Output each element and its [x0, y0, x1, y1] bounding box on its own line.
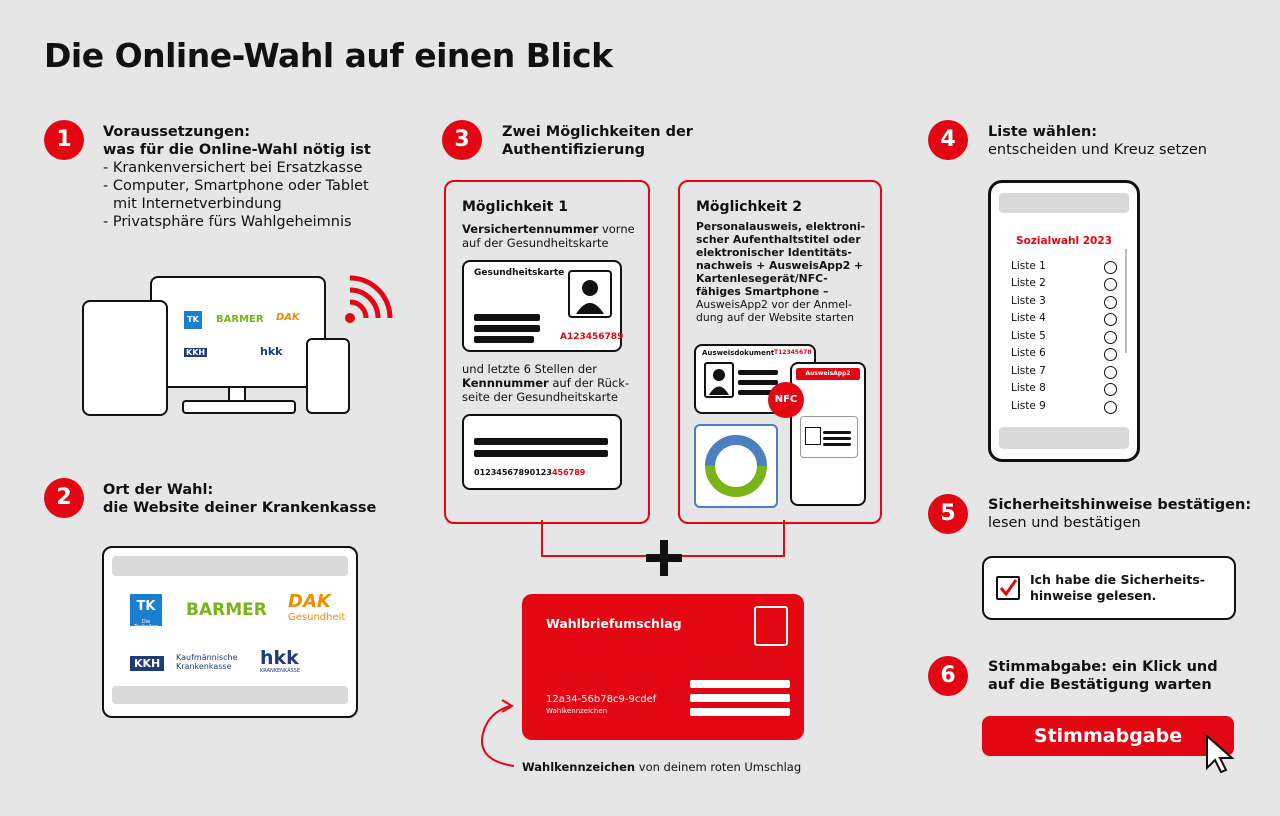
card-reader-icon — [694, 424, 778, 508]
step-1-item: - Privatsphäre fürs Wahlgeheimnis — [103, 214, 352, 230]
vote-button[interactable]: Stimmabgabe — [982, 716, 1234, 756]
ballot-row[interactable] — [1011, 330, 1117, 342]
envelope-caption — [522, 760, 801, 774]
card-back-number — [474, 468, 585, 477]
step-6-text — [988, 658, 1218, 694]
phone-top-bar — [999, 193, 1129, 213]
card-line — [823, 437, 851, 440]
card-line — [823, 431, 851, 434]
ballot-radio[interactable] — [1104, 296, 1117, 309]
barmer-logo-small: BARMER — [216, 314, 264, 325]
step-3-heading-2: Authentifizierung — [502, 142, 646, 158]
step-1-item: mit Internetverbindung — [113, 196, 282, 212]
cursor-icon — [1204, 734, 1238, 774]
card-line — [738, 370, 778, 375]
option-2-line: elektronischer Identitäts- — [696, 246, 852, 259]
tk-logo-text: TK — [136, 599, 156, 614]
ballot-row[interactable] — [1011, 260, 1117, 272]
kkh-sub-line: Kaufmännische — [176, 653, 238, 662]
envelope-code-label: Wahlkennzeichen — [546, 707, 608, 715]
health-card-back — [462, 414, 622, 490]
card-line — [474, 336, 534, 343]
dak-logo-sub: Gesundheit — [288, 612, 346, 623]
page-title: Die Online-Wahl auf einen Blick — [44, 36, 613, 75]
ballot-row-label: Liste 4 — [1011, 312, 1046, 324]
ballot-row[interactable] — [1011, 312, 1117, 324]
ballot-radio[interactable] — [1104, 331, 1117, 344]
insurance-number: A123456789 — [560, 332, 624, 342]
barmer-logo: BARMER — [186, 600, 267, 620]
step-3-heading: Zwei Möglichkeiten der — [502, 124, 693, 140]
tk-logo-small: TK — [184, 311, 202, 329]
ballot-phone — [988, 180, 1140, 462]
kkh-logo: KKH — [130, 656, 164, 671]
step-3-number: 3 — [442, 120, 482, 160]
ballot-row-label: Liste 9 — [1011, 400, 1046, 412]
option-1-text2-line3: seite der Gesundheitskarte — [462, 390, 618, 404]
card-line — [823, 443, 851, 446]
option-2-text — [696, 220, 878, 324]
step-2-number: 2 — [44, 478, 84, 518]
smartphone-app — [790, 362, 866, 506]
phone-bottom-bar — [999, 427, 1129, 449]
option-1-text-bold: Versichertennummer — [462, 222, 599, 236]
option-2-line: nachweis + AusweisApp2 + — [696, 259, 864, 272]
scrollbar[interactable] — [1125, 249, 1127, 353]
ballot-radio[interactable] — [1104, 366, 1117, 379]
option-2-line: AusweisApp2 vor der Anmel- — [696, 298, 852, 311]
kkh-logo-sub — [176, 653, 238, 671]
kkh-sub-line: Krankenkasse — [176, 662, 232, 671]
step-1-heading: Voraussetzungen: — [103, 124, 251, 140]
step-5-heading: Sicherheitshinweise bestätigen: — [988, 497, 1252, 513]
dak-logo — [288, 592, 345, 623]
option-2-line: fähiges Smartphone – — [696, 285, 829, 298]
step-6-number: 6 — [928, 656, 968, 696]
confirm-label — [1030, 572, 1205, 604]
ballot-row-label: Liste 2 — [1011, 277, 1046, 289]
card-line — [474, 314, 540, 321]
stamp-icon — [754, 606, 788, 646]
step-2-text — [103, 481, 376, 517]
wifi-icon — [338, 270, 394, 330]
ballot-row-label: Liste 1 — [1011, 260, 1046, 272]
nfc-badge: NFC — [768, 382, 804, 418]
option-1-text-line2: auf der Gesundheitskarte — [462, 236, 609, 250]
option-1-text-rest: vorne — [598, 222, 635, 236]
website-illustration — [102, 546, 358, 718]
step-4-number: 4 — [928, 120, 968, 160]
step-1-item: - Computer, Smartphone oder Tablet — [103, 178, 369, 194]
card-back-number-red: 456789 — [551, 468, 586, 477]
ballot-row[interactable] — [1011, 365, 1117, 377]
step-2-heading: Ort der Wahl: — [103, 482, 214, 498]
step-5-subtext: lesen und bestätigen — [988, 515, 1141, 531]
tk-logo-sub: Die Techniker — [134, 619, 158, 630]
option-2-title: Möglichkeit 2 — [696, 199, 802, 215]
tablet-icon — [82, 300, 168, 416]
monitor-base — [182, 400, 296, 414]
step-2-subheading: die Website deiner Krankenkasse — [103, 500, 377, 516]
curved-arrow-icon — [470, 690, 530, 770]
step-6-heading-2: auf die Bestätigung warten — [988, 677, 1212, 693]
confirm-checkbox[interactable] — [996, 576, 1020, 600]
dak-logo-small: DAK — [276, 312, 300, 323]
ballot-row[interactable] — [1011, 382, 1117, 394]
health-card-front — [462, 260, 622, 352]
ballot-radio[interactable] — [1104, 383, 1117, 396]
envelope-caption-bold: Wahlkennzeichen — [522, 760, 636, 774]
ballot-row[interactable] — [1011, 400, 1117, 412]
option-2-line: dung auf der Website starten — [696, 311, 854, 324]
photo-icon — [568, 270, 612, 318]
confirm-label-line: Ich habe die Sicherheits- — [1030, 572, 1205, 587]
ballot-radio[interactable] — [1104, 313, 1117, 326]
phone-icon — [306, 338, 350, 414]
app-header: AusweisApp2 — [796, 368, 860, 380]
ballot-row[interactable] — [1011, 277, 1117, 289]
ballot-row[interactable] — [1011, 295, 1117, 307]
card-line — [474, 325, 540, 332]
step-4-text — [988, 123, 1207, 159]
card-line — [738, 380, 778, 385]
step-1-text — [103, 123, 371, 231]
hkk-logo-small: hkk — [260, 345, 283, 358]
hkk-logo-text: hkk — [260, 647, 299, 669]
envelope-caption-rest: von deinem roten Umschlag — [635, 760, 802, 774]
step-5-number: 5 — [928, 494, 968, 534]
browser-bar — [112, 556, 348, 576]
ballot-radio[interactable] — [1104, 261, 1117, 274]
step-1-subheading: was für die Online-Wahl nötig ist — [103, 142, 371, 158]
option-1-text — [462, 222, 642, 250]
option-1-title: Möglichkeit 1 — [462, 199, 568, 215]
card-back-number-black: 01234567890123 — [474, 468, 552, 477]
ausweisapp-logo — [696, 426, 776, 506]
health-card-label: Gesundheitskarte — [474, 268, 565, 278]
devices-illustration — [82, 270, 402, 420]
ballot-row-label: Liste 3 — [1011, 295, 1046, 307]
monitor-icon — [150, 276, 326, 388]
plus-icon — [646, 540, 682, 576]
id-document-label: Ausweisdokument — [702, 349, 775, 357]
option-2-panel — [678, 180, 882, 524]
envelope-title: Wahlbriefumschlag — [546, 616, 682, 631]
scan-frame — [800, 416, 858, 458]
address-line — [690, 680, 790, 688]
checkmark-icon — [998, 578, 1018, 598]
address-line — [690, 694, 790, 702]
ballot-radio[interactable] — [1104, 401, 1117, 414]
ballot-row-label: Liste 8 — [1011, 382, 1046, 394]
ballot-row-label: Liste 5 — [1011, 330, 1046, 342]
kkh-logo-small: KKH — [186, 348, 206, 357]
browser-footer — [112, 686, 348, 704]
option-2-line: Kartenlesegerät/NFC- — [696, 272, 828, 285]
option-1-text2-rest: auf der Rück- — [548, 376, 630, 390]
confirm-box[interactable] — [982, 556, 1236, 620]
step-4-subtext: entscheiden und Kreuz setzen — [988, 142, 1207, 158]
ballot-radio[interactable] — [1104, 348, 1117, 361]
card-line — [474, 450, 608, 457]
mini-photo-icon — [805, 427, 821, 445]
hkk-logo — [260, 648, 300, 674]
step-4-heading: Liste wählen: — [988, 124, 1098, 140]
dak-logo-text: DAK — [288, 591, 331, 612]
step-1-number: 1 — [44, 120, 84, 160]
tk-logo — [130, 594, 162, 630]
ballot-title: Sozialwahl 2023 — [1016, 235, 1112, 247]
option-2-line: Personalausweis, elektroni- — [696, 220, 866, 233]
option-1-panel — [444, 180, 650, 524]
step-3-text — [502, 123, 693, 159]
option-1-text2-bold: Kennnummer — [462, 376, 549, 390]
ballot-row-label: Liste 6 — [1011, 347, 1046, 359]
confirm-label-line: hinweise gelesen. — [1030, 588, 1157, 603]
step-5-text — [988, 496, 1251, 532]
id-photo-icon — [704, 362, 734, 398]
ballot-row[interactable] — [1011, 347, 1117, 359]
step-6-heading: Stimmabgabe: ein Klick und — [988, 659, 1218, 675]
envelope-code: 12a34-56b78c9-9cdef — [546, 694, 657, 705]
ballot-envelope — [522, 594, 804, 740]
ballot-radio[interactable] — [1104, 278, 1117, 291]
card-line — [474, 438, 608, 445]
option-2-line: scher Aufenthaltstitel oder — [696, 233, 861, 246]
hkk-logo-sub: KRANKENKASSE — [260, 668, 301, 674]
option-1-text2-line1: und letzte 6 Stellen der — [462, 362, 597, 376]
option-1-text-2 — [462, 362, 642, 404]
id-document-number: T12345678 — [774, 349, 812, 356]
address-line — [690, 708, 790, 716]
step-1-item: - Krankenversichert bei Ersatzkasse — [103, 160, 363, 176]
ballot-row-label: Liste 7 — [1011, 365, 1046, 377]
